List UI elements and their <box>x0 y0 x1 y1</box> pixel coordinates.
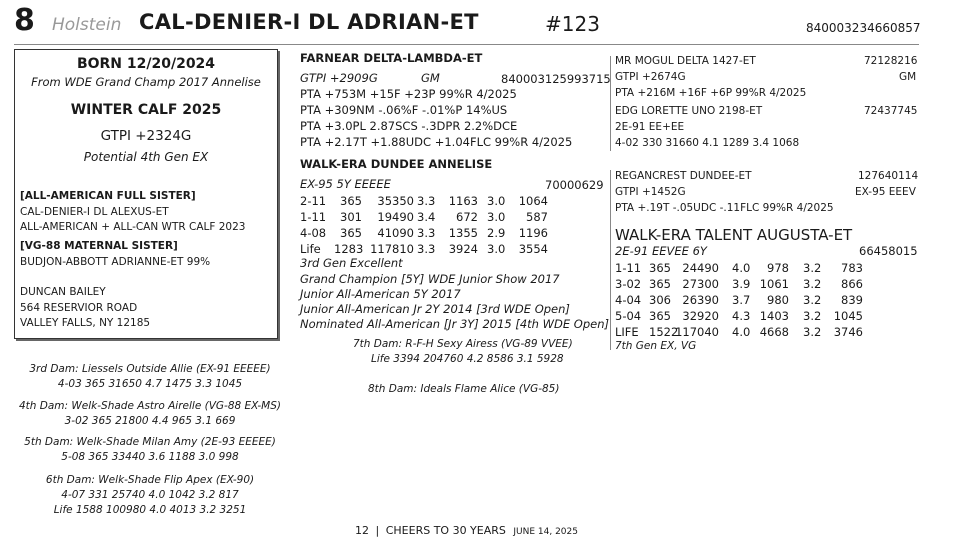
dam-name: WALK-ERA DUNDEE ANNELISE <box>300 157 493 171</box>
dam-sire-score: EX-95 EEEV <box>855 186 916 198</box>
sire-sire-pta: PTA +216M +16F +6P 99%R 4/2025 <box>615 87 807 99</box>
dam-dam-record-cell: 306 <box>649 293 671 307</box>
dam-record-cell: 3.0 <box>487 210 506 224</box>
dam-dam-record-cell: 1045 <box>833 309 863 323</box>
sire-pta-line: PTA +753M +15F +23P 99%R 4/2025 <box>300 87 517 101</box>
dam-dam-name: WALK-ERA TALENT AUGUSTA-ET <box>615 226 853 244</box>
dam-record-cell: 1283 <box>334 242 364 256</box>
dam-record-cell: 365 <box>340 226 362 240</box>
dam-record-cell: 3.3 <box>417 194 436 208</box>
maternal-sister-heading: [VG-88 MATERNAL SISTER] <box>20 240 178 252</box>
potential-line: Potential 4th Gen EX <box>83 150 209 164</box>
page-footer <box>355 524 578 537</box>
gtpi-value: GTPI +2324G <box>100 128 192 144</box>
sire-gtpi: GTPI +2909G <box>300 71 378 85</box>
from-line: From WDE Grand Champ 2017 Annelise <box>31 75 261 89</box>
dam-dam-record-cell: 1061 <box>759 277 789 291</box>
seventh-dam-record: Life 3394 204760 4.2 8586 3.1 5928 <box>371 353 564 365</box>
birth-date: BORN 12/20/2024 <box>76 56 216 72</box>
dam-record-cell: 35350 <box>377 194 414 208</box>
pedigree-bracket <box>610 56 611 151</box>
sire-sire-name: MR MOGUL DELTA 1427-ET <box>615 55 756 67</box>
dam-dam-record-cell: 1522 <box>649 325 679 339</box>
dam-record-cell: 3.3 <box>417 242 436 256</box>
header-divider <box>14 44 919 45</box>
dam-note: Nominated All-American [Jr 3Y] 2015 [4th WDE Open] <box>300 317 609 331</box>
full-sister-name: CAL-DENIER-I DL ALEXUS-ET <box>20 206 169 218</box>
dam-record-cell: 587 <box>526 210 548 224</box>
dam-dam-record-cell: 3.2 <box>803 293 822 307</box>
seventh-dam-title: 7th Dam: R-F-H Sexy Airess (VG-89 VVEE) <box>353 338 573 350</box>
dam-dam-record-cell: LIFE <box>615 325 639 339</box>
footer-title: CHEERS TO 30 YEARS <box>385 524 506 537</box>
dam-note: Grand Champion [5Y] WDE Junior Show 2017 <box>300 272 560 286</box>
dam-dam-record-cell: 1403 <box>759 309 789 323</box>
dam-dam-record-cell: 980 <box>767 293 789 307</box>
dam-record-cell: 117810 <box>370 242 414 256</box>
owner-address-line1: 564 RESERVIOR ROAD <box>20 302 138 314</box>
ancestor-dam-title: 3rd Dam: Liessels Outside Allie (EX-91 EEEEE) <box>29 363 271 375</box>
dam-note: 3rd Gen Excellent <box>300 256 403 270</box>
owner-name: DUNCAN BAILEY <box>20 286 106 298</box>
animal-name: CAL-DENIER-I DL ADRIAN-ET <box>139 10 479 34</box>
dam-dam-record-cell: 3746 <box>833 325 863 339</box>
dam-score: EX-95 5Y EEEEE <box>300 177 391 191</box>
full-sister-award: ALL-AMERICAN + ALL-CAN WTR CALF 2023 <box>20 221 246 233</box>
sire-name: FARNEAR DELTA-LAMBDA-ET <box>300 51 483 65</box>
catalog-number: #123 <box>545 12 600 36</box>
dam-note: Junior All-American 5Y 2017 <box>300 287 461 301</box>
dam-record-cell: 4-08 <box>300 226 327 240</box>
dam-record-cell: 3.0 <box>487 194 506 208</box>
dam-dam-record-cell: 1-11 <box>615 261 642 275</box>
dam-record-cell: 3.4 <box>417 210 436 224</box>
dam-record-cell: 1163 <box>448 194 478 208</box>
ancestor-dam-record: 4-07 331 25740 4.0 1042 3.2 817 <box>61 489 239 501</box>
owner-address-line2: VALLEY FALLS, NY 12185 <box>20 317 151 329</box>
dam-sire-gtpi: GTPI +1452G <box>615 186 686 198</box>
sire-dam-score: 2E-91 EE+EE <box>615 121 685 133</box>
ancestor-dam-record: 5-08 365 33440 3.6 1188 3.0 998 <box>61 451 239 463</box>
breed-label: Holstein <box>52 15 122 35</box>
sire-pta-line: PTA +3.0PL 2.87SCS -.3DPR 2.2%DCE <box>300 119 518 133</box>
sire-sire-reg: 72128216 <box>864 55 918 67</box>
dam-dam-record-cell: 365 <box>649 261 671 275</box>
dam-dam-record-cell: 26390 <box>682 293 719 307</box>
dam-record-cell: 19490 <box>377 210 414 224</box>
maternal-sister-name: BUDJON-ABBOTT ADRIANNE-ET 99% <box>20 256 211 268</box>
dam-record-cell: 3.3 <box>417 226 436 240</box>
pedigree-bracket <box>610 170 611 350</box>
dam-dam-record-cell: 978 <box>767 261 789 275</box>
dam-sire-name: REGANCREST DUNDEE-ET <box>615 170 752 182</box>
dam-dam-record-cell: 4668 <box>759 325 789 339</box>
sire-pta-line: PTA +2.17T +1.88UDC +1.04FLC 99%R 4/2025 <box>300 135 573 149</box>
dam-dam-note: 7th Gen EX, VG <box>615 340 697 352</box>
full-sister-heading: [ALL-AMERICAN FULL SISTER] <box>20 190 196 202</box>
lot-number: 8 <box>14 3 35 38</box>
ancestor-dam-record: Life 1588 100980 4.0 4013 3.2 3251 <box>53 504 247 516</box>
dam-dam-record-cell: 783 <box>841 261 863 275</box>
sire-pta-line: PTA +309NM -.06%F -.01%P 14%US <box>300 103 508 117</box>
page-number: 12 <box>355 524 369 537</box>
sire-dam-reg: 72437745 <box>864 105 918 117</box>
dam-dam-record-cell: 3.2 <box>803 325 822 339</box>
dam-dam-record-cell: 3.9 <box>732 277 751 291</box>
dam-dam-record-cell: 3-02 <box>615 277 642 291</box>
dam-dam-record-cell: 5-04 <box>615 309 642 323</box>
dam-dam-record-cell: 365 <box>649 309 671 323</box>
footer-separator: | <box>375 524 380 537</box>
sire-gm: GM <box>421 71 440 85</box>
dam-dam-record-cell: 4.0 <box>732 325 751 339</box>
dam-sire-reg: 127640114 <box>858 170 919 182</box>
dam-dam-record-cell: 117040 <box>675 325 719 339</box>
footer-date: JUNE 14, 2025 <box>513 527 578 537</box>
sire-dam-name: EDG LORETTE UNO 2198-ET <box>615 105 763 117</box>
dam-record-cell: 1196 <box>518 226 548 240</box>
ancestor-dam-record: 3-02 365 21800 4.4 965 3.1 669 <box>64 415 236 427</box>
sire-dam-record: 4-02 330 31660 4.1 1289 3.4 1068 <box>615 137 800 149</box>
dam-record-cell: 365 <box>340 194 362 208</box>
animal-info-box <box>14 49 278 339</box>
dam-record-cell: 2-11 <box>300 194 327 208</box>
dam-note: Junior All-American Jr 2Y 2014 [3rd WDE Open] <box>300 302 570 316</box>
dam-dam-record-cell: 4.3 <box>732 309 751 323</box>
dam-record-cell: 672 <box>456 210 478 224</box>
dam-dam-record-cell: 32920 <box>682 309 719 323</box>
sire-sire-gtpi: GTPI +2674G <box>615 71 686 83</box>
dam-dam-record-cell: 365 <box>649 277 671 291</box>
registration-id: 840003234660857 <box>806 21 921 35</box>
dam-record-cell: 1-11 <box>300 210 327 224</box>
dam-record-cell: 301 <box>340 210 362 224</box>
dam-dam-record-cell: 866 <box>841 277 863 291</box>
dam-reg: 70000629 <box>545 178 604 192</box>
dam-dam-record-cell: 4.0 <box>732 261 751 275</box>
dam-dam-record-cell: 4-04 <box>615 293 642 307</box>
sire-reg: 840003125993715 <box>501 72 611 86</box>
dam-record-cell: 2.9 <box>487 226 506 240</box>
dam-dam-reg: 66458015 <box>859 244 918 258</box>
dam-dam-record-cell: 3.2 <box>803 261 822 275</box>
dam-record-cell: 3554 <box>518 242 548 256</box>
dam-dam-record-cell: 3.2 <box>803 277 822 291</box>
dam-record-cell: 3924 <box>448 242 478 256</box>
eighth-dam-title: 8th Dam: Ideals Flame Alice (VG-85) <box>368 383 560 395</box>
dam-dam-record-cell: 839 <box>841 293 863 307</box>
dam-dam-record-cell: 3.7 <box>732 293 751 307</box>
dam-dam-record-cell: 24490 <box>682 261 719 275</box>
award-title: WINTER CALF 2025 <box>70 102 222 118</box>
dam-dam-record-cell: 3.2 <box>803 309 822 323</box>
dam-sire-pta: PTA +.19T -.05UDC -.11FLC 99%R 4/2025 <box>615 202 834 214</box>
dam-record-cell: 41090 <box>377 226 414 240</box>
sire-sire-gm: GM <box>899 71 917 83</box>
dam-dam-score: 2E-91 EEVEE 6Y <box>615 244 707 258</box>
ancestor-dam-record: 4-03 365 31650 4.7 1475 3.3 1045 <box>57 378 243 390</box>
ancestor-dam-title: 6th Dam: Welk-Shade Flip Apex (EX-90) <box>45 474 255 486</box>
ancestor-dam-title: 4th Dam: Welk-Shade Astro Airelle (VG-88 EX-MS) <box>19 400 281 412</box>
dam-record-cell: Life <box>300 242 321 256</box>
dam-record-cell: 1355 <box>448 226 478 240</box>
dam-record-cell: 1064 <box>518 194 548 208</box>
dam-dam-record-cell: 27300 <box>682 277 719 291</box>
dam-record-cell: 3.0 <box>487 242 506 256</box>
ancestor-dam-title: 5th Dam: Welk-Shade Milan Amy (2E-93 EEEEE) <box>24 436 276 448</box>
